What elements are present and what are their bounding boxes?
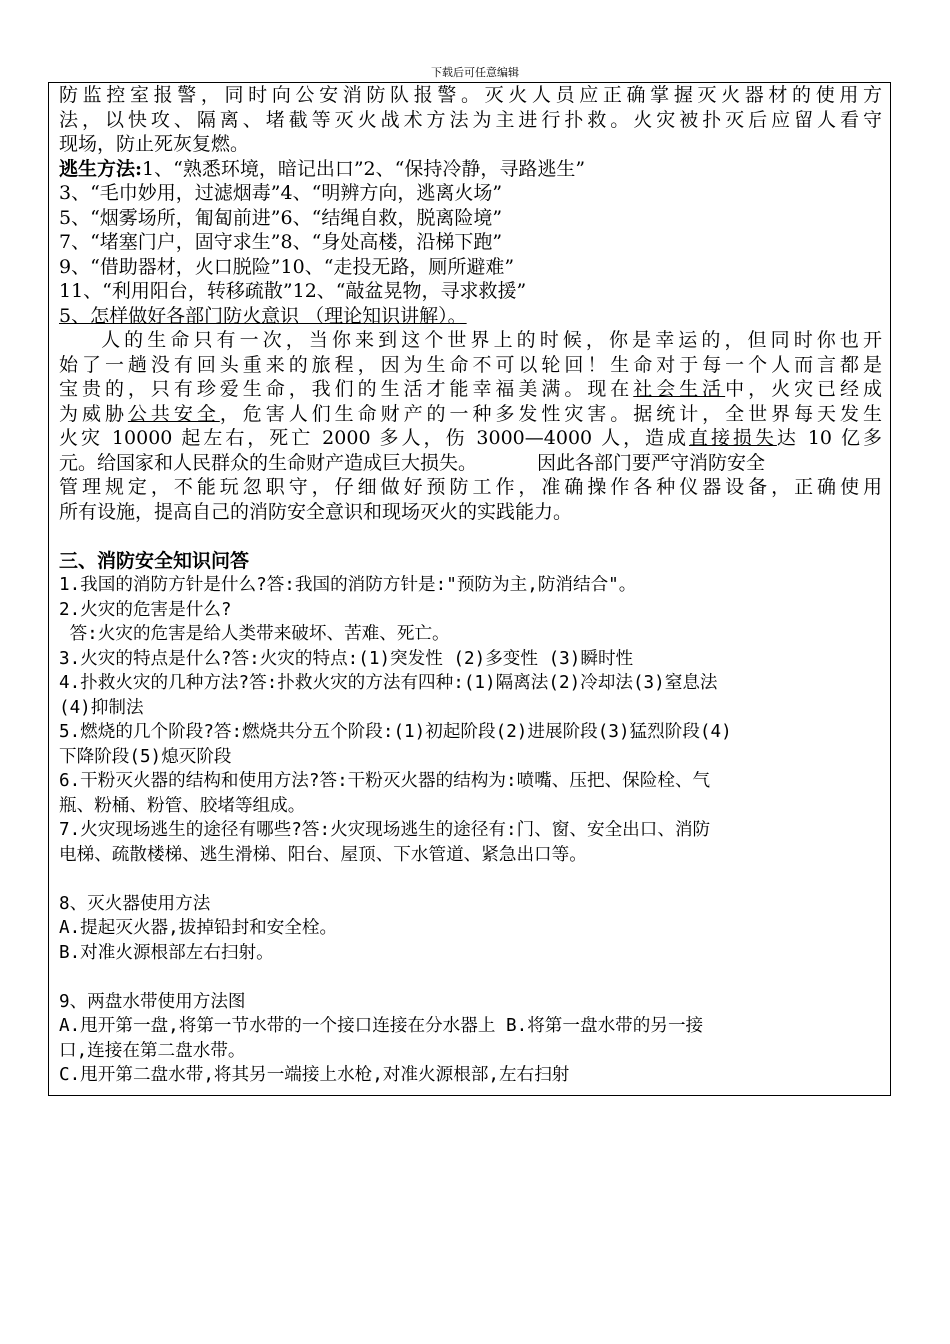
hose-line: C.甩开第二盘水带,将其另一端接上水枪,对准火源根部,左右扫射 — [59, 1065, 570, 1085]
para-line: 元。给国家和人民群众的生命财产造成巨大损失。 因此各部门要严守消防安全 — [59, 451, 766, 474]
escape-item: 11、“利用阳台，转移疏散”12、“敲盆晃物，寻求救援” — [59, 280, 527, 302]
intro-line: 现场，防止死灰复燃。 — [59, 133, 250, 155]
qa-line: 瓶、粉桶、粉管、胶堵等组成。 — [59, 795, 306, 816]
qa-line: 7.火灾现场逃生的途径有哪些?答:火灾现场逃生的途径有:门、窗、安全出口、消防 — [59, 820, 711, 840]
link-direct-loss[interactable]: 直接损失 — [689, 427, 777, 449]
para-line: 为威胁公共安全，危害人们生命财产的一种多发性灾害。据统计，全世界每天发生 — [59, 402, 882, 425]
escape-methods-line — [59, 157, 882, 182]
para-line: 管理规定，不能玩忽职守，仔细做好预防工作，准确操作各种仪器设备，正确使用 — [59, 476, 882, 498]
extinguisher-line: A.提起灭火器,拔掉铅封和安全栓。 — [59, 918, 338, 938]
qa-line: (4)抑制法 — [59, 697, 144, 718]
intro-line: 防监控室报警，同时向公安消防队报警。灭火人员应正确掌握灭火器材的使用方 — [59, 84, 882, 106]
qa-line: 3.火灾的特点是什么?答:火灾的特点:(1)突发性 (2)多变性 (3)瞬时性 — [59, 648, 634, 669]
page-header: 下载后可任意编辑 — [431, 66, 519, 79]
qa-line: 2.火灾的危害是什么? — [59, 599, 232, 620]
extinguisher-line: B.对准火源根部左右扫射。 — [59, 942, 274, 963]
extinguisher-line: 8、灭火器使用方法 — [59, 893, 211, 914]
section5-title: 5、怎样做好各部门防火意识 （理论知识讲解）。 — [59, 304, 467, 327]
intro-line: 法，以快攻、隔离、堵截等灭火战术方法为主进行扑救。火灾被扑灭后应留人看守 — [59, 108, 882, 131]
qa-line: 下降阶段(5)熄灭阶段 — [59, 746, 232, 767]
link-public-safety[interactable]: 公共安全 — [127, 402, 220, 425]
para-line: 始了一趟没有回头重来的旅程，因为生命不可以轮回！生命对于每一个人而言都是 — [59, 353, 882, 376]
para-line: 宝贵的，只有珍爱生命，我们的生活才能幸福美满。现在社会生活中，火灾已经成 — [59, 378, 882, 400]
para-line: 人的生命只有一次，当你来到这个世界上的时候，你是幸运的，但同时你也开 — [97, 329, 882, 351]
qa-line: 1.我国的消防方针是什么?答:我国的消防方针是:"预防为主,防消结合"。 — [59, 575, 637, 595]
escape-item: 7、“堵塞门户，固守求生”8、“身处高楼，沿梯下跑” — [59, 231, 503, 253]
section3-title: 三、消防安全知识问答 — [59, 549, 250, 572]
qa-line: 4.扑救火灾的几种方法?答:扑救火灾的方法有四种:(1)隔离法(2)冷却法(3)窒息法 — [59, 673, 718, 693]
content-box — [48, 82, 891, 1096]
hose-line: A.甩开第一盘,将第一节水带的一个接口连接在分水器上 B.将第一盘水带的另一接 — [59, 1016, 704, 1036]
escape-item: 5、“烟雾场所，匍匐前进”6、“结绳自救，脱离险境” — [59, 206, 503, 229]
hose-line: 9、两盘水带使用方法图 — [59, 991, 246, 1012]
qa-line: 答:火灾的危害是给人类带来破坏、苦难、死亡。 — [59, 624, 450, 644]
escape-item: 1、“熟悉环境，暗记出口”2、“保持冷静，寻路逃生” — [142, 157, 586, 180]
link-social-life[interactable]: 社会生活 — [633, 378, 726, 400]
escape-methods-label: 逃生方法: — [59, 157, 143, 180]
qa-line: 6.干粉灭火器的结构和使用方法?答:干粉灭火器的结构为:喷嘴、压把、保险栓、气 — [59, 771, 711, 791]
para-line: 所有设施，提高自己的消防安全意识和现场灭火的实践能力。 — [59, 500, 573, 523]
para-line: 火灾 10000 起左右，死亡 2000 多人，伤 3000—4000 人，造成直接损失达 10 亿多 — [59, 427, 882, 449]
hose-line: 口,连接在第二盘水带。 — [59, 1040, 246, 1061]
qa-line: 5.燃烧的几个阶段?答:燃烧共分五个阶段:(1)初起阶段(2)进展阶段(3)猛烈阶段(4) — [59, 722, 732, 742]
section5-title-line — [59, 304, 882, 329]
escape-item: 3、“毛巾妙用，过滤烟毒”4、“明辨方向，逃离火场” — [59, 182, 503, 204]
qa-line: 电梯、疏散楼梯、逃生滑梯、阳台、屋顶、下水管道、紧急出口等。 — [59, 844, 587, 865]
escape-item: 9、“借助器材，火口脱险”10、“走投无路，厕所避难” — [59, 255, 515, 278]
